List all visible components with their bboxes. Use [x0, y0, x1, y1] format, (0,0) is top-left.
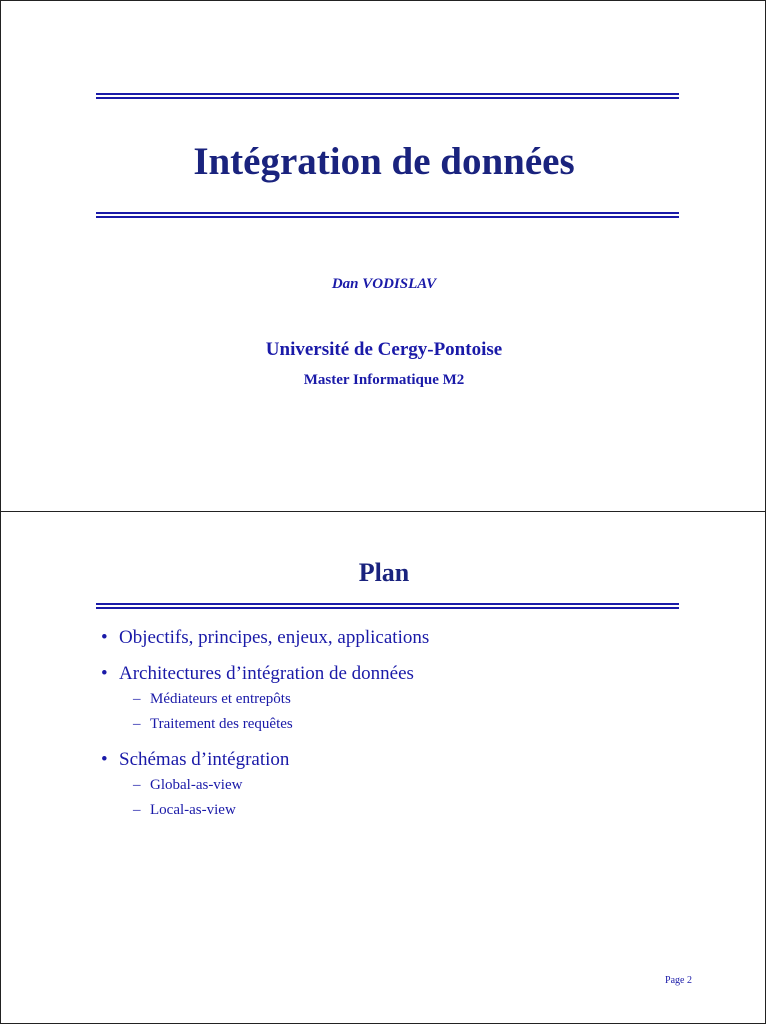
sub-item — [133, 712, 661, 737]
outline-item — [101, 747, 661, 823]
outline-list — [101, 625, 661, 833]
program-name: Master Informatique M2 — [303, 372, 465, 388]
author-name: Dan VODISLAV — [331, 276, 437, 292]
dash-icon: – — [133, 777, 141, 793]
slide-1 — [0, 0, 766, 513]
page-title: Intégration de données — [193, 140, 575, 183]
dash-icon: – — [133, 691, 141, 707]
bullet-icon: • — [101, 749, 108, 770]
sub-list — [101, 773, 661, 823]
dash-icon: – — [133, 802, 141, 818]
top-double-rule — [96, 93, 679, 99]
sub-item-text: Traitement des requêtes — [150, 716, 293, 732]
sub-item-text: Local-as-view — [150, 802, 236, 818]
sub-item-text: Global-as-view — [150, 777, 243, 793]
sub-item — [133, 773, 661, 798]
slide-title: Plan — [358, 558, 410, 587]
bottom-double-rule — [96, 212, 679, 218]
outline-item — [101, 661, 661, 737]
sub-item — [133, 687, 661, 712]
university-name: Université de Cergy-Pontoise — [265, 339, 503, 360]
title-double-rule — [96, 603, 679, 609]
outline-item — [101, 625, 661, 651]
outline-item-text: Schémas d’intégration — [119, 749, 290, 770]
outline-item-text: Objectifs, principes, enjeux, applications — [119, 627, 430, 648]
bullet-icon: • — [101, 663, 108, 684]
outline-item-text: Architectures d’intégration de données — [119, 663, 414, 684]
slide-2 — [0, 511, 766, 1024]
dash-icon: – — [133, 716, 141, 732]
bullet-icon: • — [101, 627, 108, 648]
sub-item-text: Médiateurs et entrepôts — [150, 691, 291, 707]
page-number: Page 2 — [665, 975, 692, 986]
sub-item — [133, 798, 661, 823]
sub-list — [101, 687, 661, 737]
